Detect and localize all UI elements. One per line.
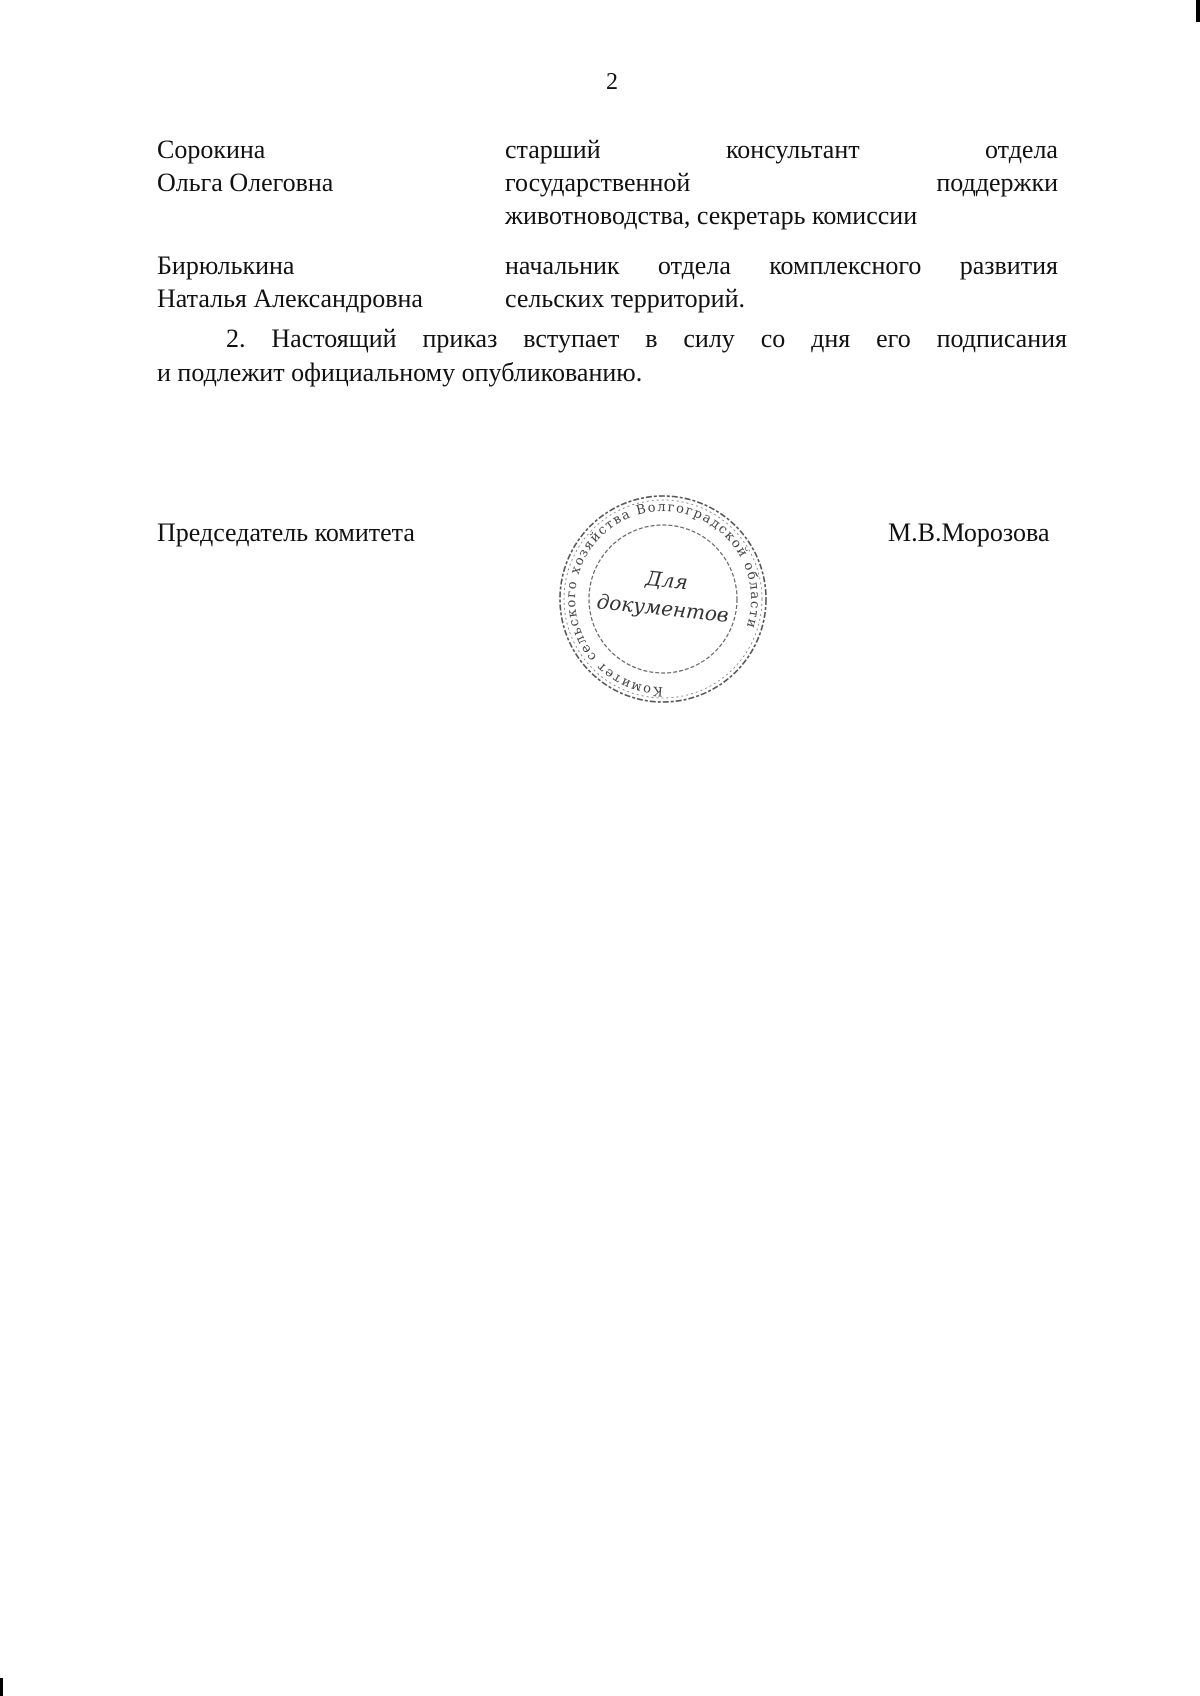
role-word: отдела <box>985 135 1058 164</box>
role-word: консультант <box>726 135 860 164</box>
paragraph-word: 2. <box>226 324 246 353</box>
stamp-ring-text: Комитет сельского хозяйства Волгоградской области <box>563 499 763 699</box>
paragraph-word: его <box>876 324 911 353</box>
paragraph-word: со <box>760 324 786 353</box>
role-word: животноводства, секретарь комиссии <box>505 201 918 230</box>
paragraph-word: дня <box>811 324 851 353</box>
paragraph-word: силу <box>683 324 735 353</box>
role-word: сельских территорий. <box>505 284 745 313</box>
role-word: старший <box>505 135 601 164</box>
member-name-line: Сорокина <box>157 135 266 164</box>
paragraph-line: и подлежит официальному опубликованию. <box>157 358 643 387</box>
paragraph-word: Настоящий <box>271 324 397 353</box>
member-role-line <box>505 253 1058 279</box>
member-name-line: Бирюлькина <box>157 251 295 280</box>
scan-edge-mark <box>1196 0 1200 22</box>
member-role-line <box>505 286 1058 312</box>
member-name-line: Ольга Олеговна <box>157 168 334 197</box>
paragraph-word: вступает <box>523 324 620 353</box>
role-word: отдела <box>657 251 731 280</box>
official-stamp <box>548 485 778 710</box>
role-word: развития <box>959 251 1058 280</box>
role-word: комплексного <box>769 251 922 280</box>
paragraph-line <box>226 326 1067 352</box>
signatory-name: М.В.Морозова <box>888 518 1050 547</box>
role-word: государственной <box>505 168 691 197</box>
paragraph-word: подписания <box>936 324 1067 353</box>
stamp-center-text: Для <box>644 565 689 595</box>
role-word: начальник <box>505 251 620 280</box>
member-role-line <box>505 203 1058 229</box>
paragraph-word: приказ <box>422 324 498 353</box>
stamp-center-text: документов <box>595 589 730 627</box>
member-role-line <box>505 170 1058 196</box>
member-name-line: Наталья Александровна <box>157 284 423 313</box>
page-number: 2 <box>606 69 618 95</box>
signatory-position: Председатель комитета <box>157 518 415 547</box>
paragraph-word: в <box>645 324 658 353</box>
role-word: поддержки <box>936 168 1058 197</box>
member-role-line <box>505 137 1058 163</box>
scan-edge-mark <box>0 1678 3 1696</box>
